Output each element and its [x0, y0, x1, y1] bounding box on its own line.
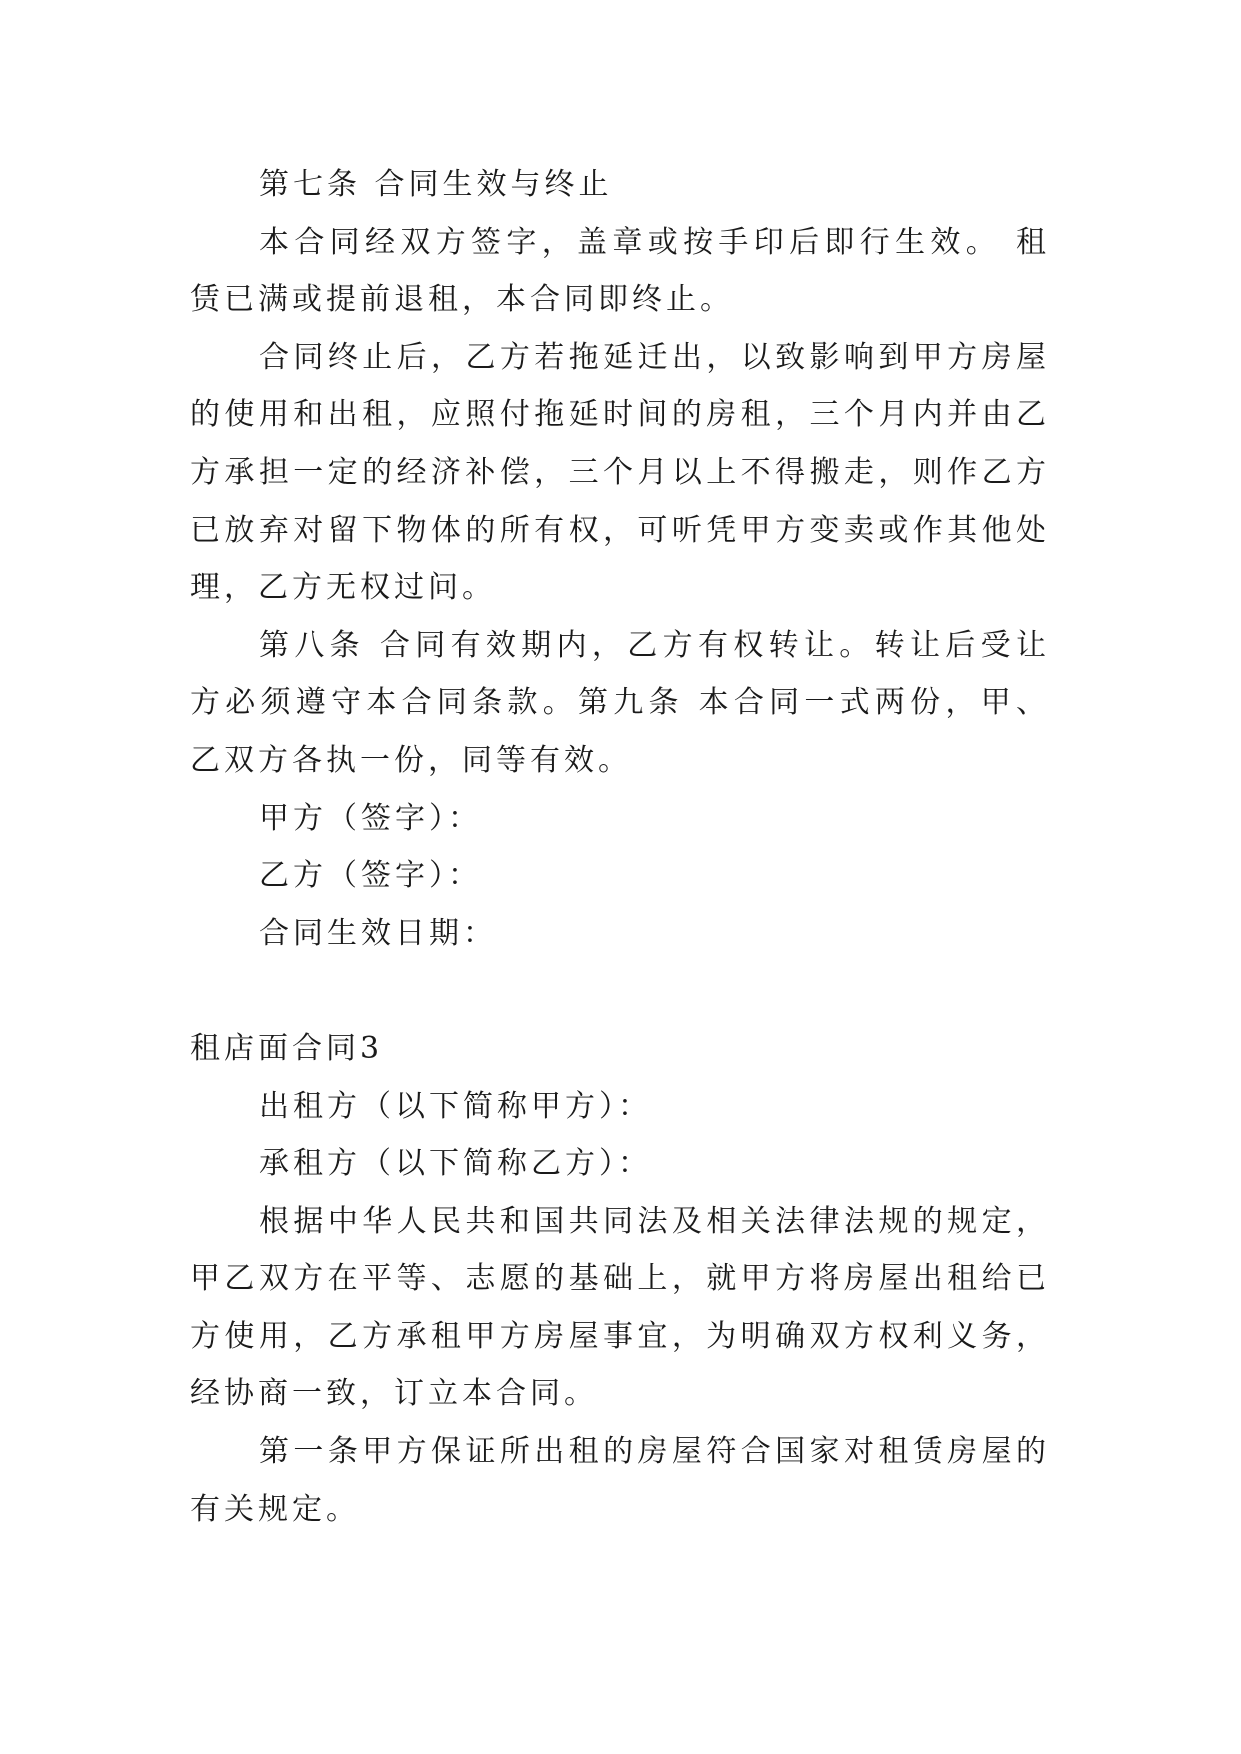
party-a-signature: 甲方（签字）： [259, 800, 482, 836]
lessor-line: 出租方（以下简称甲方）： [259, 1088, 652, 1124]
document-body [190, 156, 1050, 1538]
party-b-signature: 乙方（签字）： [259, 858, 482, 894]
article-7-heading: 第七条 合同生效与终止 [259, 167, 613, 202]
lessee-line: 承租方（以下简称乙方）： [259, 1146, 652, 1182]
effective-date: 合同生效日期： [259, 915, 497, 951]
article-1-paragraph: 第一条甲方保证所出租的房屋符合国家对租赁房屋的有关规定。 [190, 1434, 1050, 1527]
section-title: 租店面合同3 [190, 1030, 384, 1066]
paragraph-effect: 本合同经双方签字，盖章或按手印后即行生效。 租赁已满或提前退租，本合同即终止。 [190, 224, 1050, 318]
paragraph-termination: 合同终止后，乙方若拖延迁出，以致影响到甲方房屋的使用和出租，应照付拖延时间的房租，三个月内并由乙方承担一定的经济补偿，三个月以上不得搬走，则作乙方已放弃对留下物体的所有权，可听凭甲方变卖或作其他处理，乙方无权过问。 [190, 339, 1050, 606]
preamble-paragraph: 根据中华人民共和国共同法及相关法律法规的规定，甲乙双方在平等、志愿的基础上，就甲方将房屋出租给已方使用，乙方承租甲方房屋事宜，为明确双方权利义务，经协商一致，订立本合同。 [190, 1203, 1050, 1412]
section-gap [190, 962, 1050, 1020]
article-8-paragraph: 第八条 合同有效期内，乙方有权转让。转让后受让方必须遵守本合同条款。第九条 本合同一式两份，甲、乙双方各执一份，同等有效。 [190, 627, 1050, 778]
